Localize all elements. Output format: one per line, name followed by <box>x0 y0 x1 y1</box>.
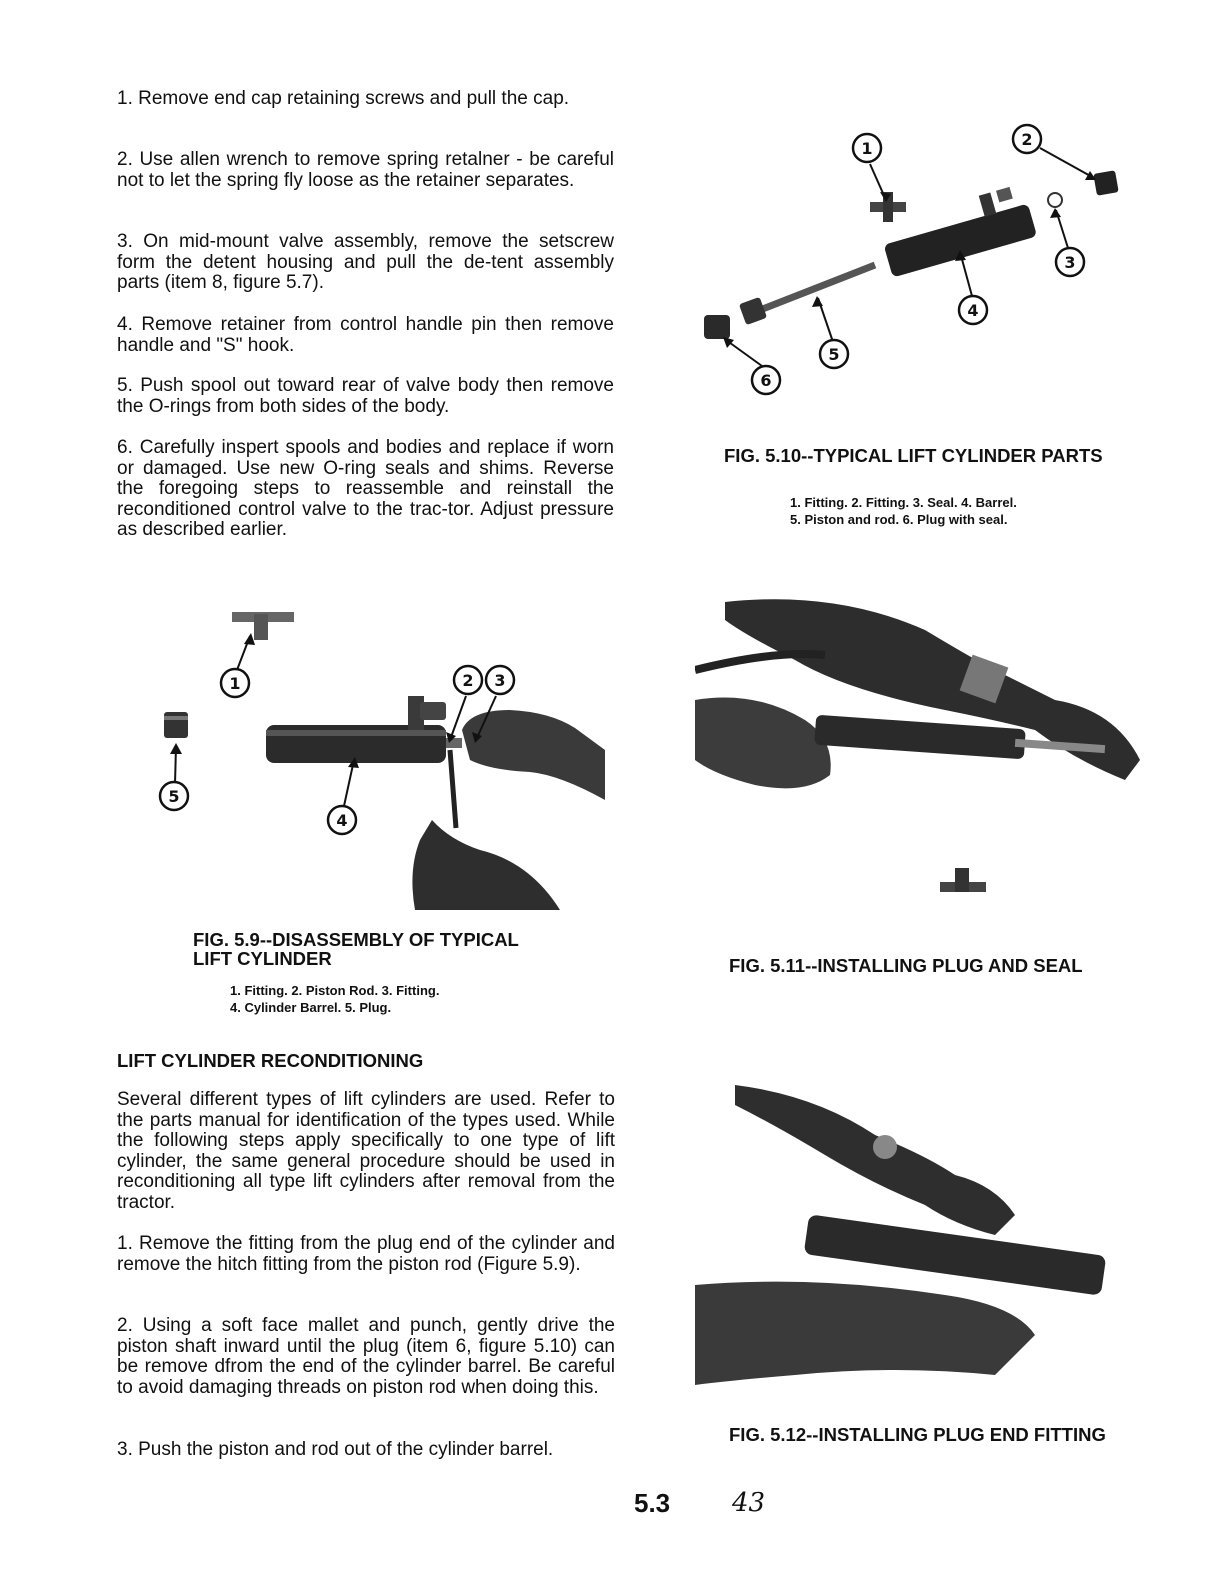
callout-3: 3 <box>1064 253 1076 272</box>
fig-5-11-illustration <box>695 590 1145 910</box>
step-2: 2. Use allen wrench to remove spring retalner - be careful not to let the spring fly loose as the retainer separates. <box>117 149 614 191</box>
callout-6: 6 <box>760 371 772 390</box>
tee-fitting <box>232 612 294 640</box>
fig-5-9-caption-1: FIG. 5.9--DISASSEMBLY OF TYPICAL <box>193 929 519 950</box>
fig-5-9-legend-1: 1. Fitting. 2. Piston Rod. 3. Fitting. <box>230 983 440 998</box>
fig-5-12-caption: FIG. 5.12--INSTALLING PLUG END FITTING <box>729 1424 1106 1445</box>
cylinder-barrel <box>878 183 1037 277</box>
cylinder-barrel <box>266 696 462 763</box>
tee-fitting <box>940 868 986 892</box>
callout-4: 4 <box>336 811 348 830</box>
fig-5-9-legend-2: 4. Cylinder Barrel. 5. Plug. <box>230 1000 392 1015</box>
callout-3: 3 <box>494 671 506 690</box>
callout-4: 4 <box>967 301 979 320</box>
fig-5-11-caption: FIG. 5.11--INSTALLING PLUG AND SEAL <box>729 955 1083 976</box>
plug-fitting <box>1093 170 1118 195</box>
callout-2: 2 <box>462 671 474 690</box>
fig-5-10-illustration <box>690 120 1130 420</box>
fig-5-12-illustration <box>695 1075 1145 1395</box>
step-1: 1. Remove end cap retaining screws and pull the cap. <box>117 88 570 109</box>
step-6: 6. Carefully inspert spools and bodies and replace if worn or damaged. Use new O-ring seals and shims. Reverse the foregoing steps to reassemble and reinstall the reconditioned control valve to the trac-tor. Adjust pressure as described earlier. <box>117 437 614 540</box>
arm-upper <box>735 1085 1015 1235</box>
section-heading: LIFT CYLINDER RECONDITIONING <box>117 1050 424 1071</box>
fig-5-10-legend-2: 5. Piston and rod. 6. Plug with seal. <box>790 512 1008 527</box>
section-step-2: 2. Using a soft face mallet and punch, gently drive the piston shaft inward until the plug (item 6, figure 5.10) can be remove dfrom the end of the cylinder barrel. Be careful to avoid damaging threads on piston rod when doing this. <box>117 1315 615 1398</box>
fig-5-9-caption-2: LIFT CYLINDER <box>193 948 332 969</box>
section-step-3: 3. Push the piston and rod out of the cylinder barrel. <box>117 1439 554 1460</box>
section-step-1: 1. Remove the fitting from the plug end of the cylinder and remove the hitch fitting from the piston rod (Figure 5.9). <box>117 1233 615 1275</box>
fig-5-9-illustration <box>150 600 610 910</box>
callout-1: 1 <box>861 139 873 158</box>
plug-with-seal <box>704 315 730 339</box>
step-3: 3. On mid-mount valve assembly, remove the setscrew form the detent housing and pull the de-tent assembly parts (item 8, figure 5.7). <box>117 231 614 293</box>
step-4: 4. Remove retainer from control handle pin then remove handle and "S" hook. <box>117 314 614 356</box>
hand-left <box>695 698 831 789</box>
seal-ring <box>1048 193 1062 207</box>
plug <box>164 712 188 738</box>
fig-5-10-legend-1: 1. Fitting. 2. Fitting. 3. Seal. 4. Barrel. <box>790 495 1017 510</box>
cylinder-barrel <box>814 715 1026 760</box>
hand-lower <box>412 820 560 910</box>
punch-tool <box>450 750 456 828</box>
piston-rod <box>739 265 875 325</box>
step-5: 5. Push spool out toward rear of valve body then remove the O-rings from both sides of the body. <box>117 375 614 417</box>
section-intro: Several different types of lift cylinders are used. Refer to the parts manual for identification of the types used. While the following steps apply specifically to one type of lift cylinder, the same general procedure should be used in reconditioning all type lift cylinders after removal from the tractor. <box>117 1089 615 1213</box>
callout-5: 5 <box>828 345 840 364</box>
callout-1: 1 <box>229 674 241 693</box>
callout-5: 5 <box>168 787 180 806</box>
handwritten-page-number: 43 <box>732 1488 766 1518</box>
fig-5-10-caption: FIG. 5.10--TYPICAL LIFT CYLINDER PARTS <box>724 445 1103 466</box>
hand-lower <box>695 1282 1035 1385</box>
callout-2: 2 <box>1021 130 1033 149</box>
page-section-number: 5.3 <box>634 1488 671 1518</box>
cylinder-barrel <box>804 1214 1107 1295</box>
wristwatch <box>873 1135 897 1159</box>
